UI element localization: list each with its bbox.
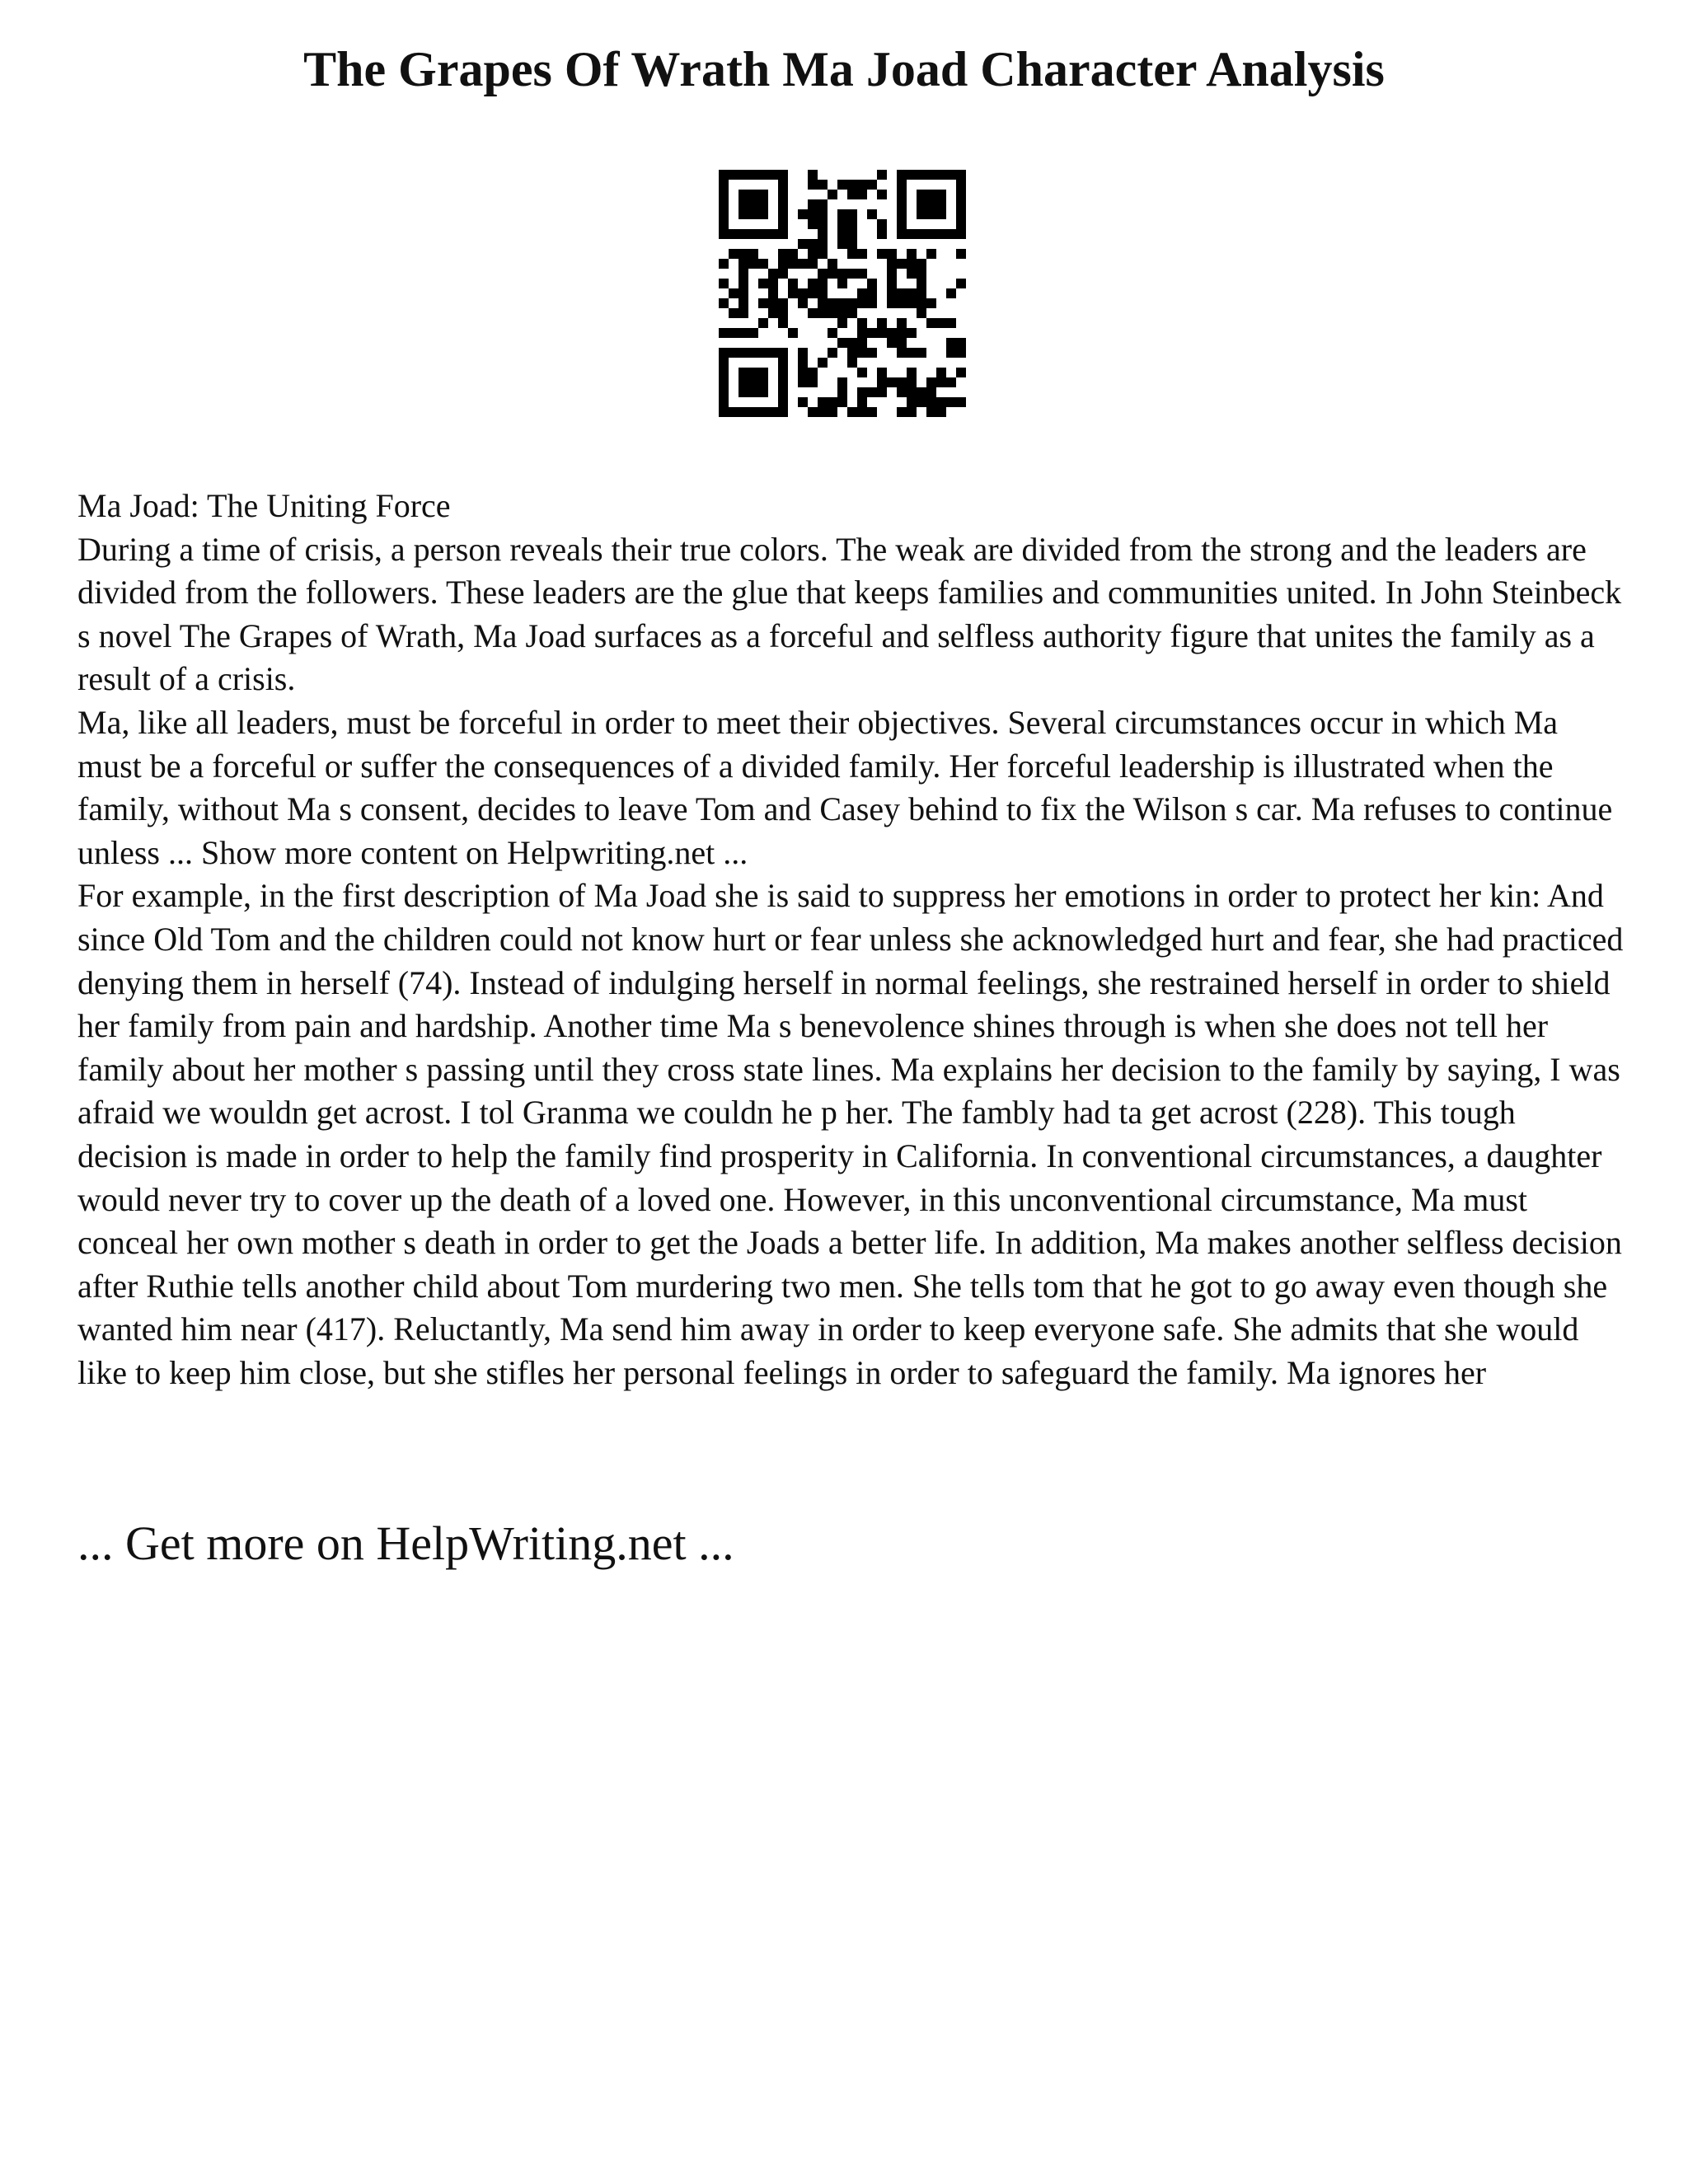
get-more-link[interactable]: ... Get more on HelpWriting.net ... [77, 1516, 734, 1570]
qr-code [719, 170, 966, 417]
page-title: The Grapes Of Wrath Ma Joad Character Analysis [303, 42, 1385, 96]
qr-code-icon [719, 170, 966, 417]
section-heading: Ma Joad: The Uniting Force [77, 487, 451, 524]
paragraph-intro: During a time of crisis, a person reveals their true colors. The weak are divided from the strong and the leaders are divided from the followers. These leaders are the glue that keeps families and communities united. In John Steinbeck s novel The Grapes of Wrath, Ma Joad surfaces as a forceful and selfless authority figure that unites the family as a result of a crisis. [77, 530, 1622, 698]
paragraph-forceful: Ma, like all leaders, must be forceful in order to meet their objectives. Several circumstances occur in which Ma must be a forceful or suffer the consequences of a divided family. Her forceful leadership is illustrated when the family, without Ma s consent, decides to leave Tom and Casey behind to fix the Wilson s car. Ma refuses to continue unless ... Show more content on Helpwriting.net ... [77, 703, 1613, 871]
article-body [77, 485, 1627, 1394]
paragraph-selfless: For example, in the first description of Ma Joad she is said to suppress her emotions in order to protect her kin: And since Old Tom and the children could not know hurt or fear unless she acknowledged hurt and fear, she had practiced denying them in herself (74). Instead of indulging herself in normal feelings, she restrained herself in order to shield her family from pain and hardship. Another time Ma s benevolence shines through is when she does not tell her family about her mother s passing until they cross state lines. Ma explains her decision to the family by saying, I was afraid we wouldn get acrost. I tol Granma we couldn he p her. The fambly had ta get acrost (228). This tough decision is made in order to help the family find prosperity in California. In conventional circumstances, a daughter would never try to cover up the death of a loved one. However, in this unconventional circumstance, Ma must conceal her own mother s death in order to get the Joads a better life. In addition, Ma makes another selfless decision after Ruthie tells another child about Tom murdering two men. She tells tom that he got to go away even though she wanted him near (417). Reluctantly, Ma send him away in order to keep everyone safe. She admits that she would like to keep him close, but she stifles her personal feelings in order to safeguard the family. Ma ignores her [77, 877, 1624, 1391]
